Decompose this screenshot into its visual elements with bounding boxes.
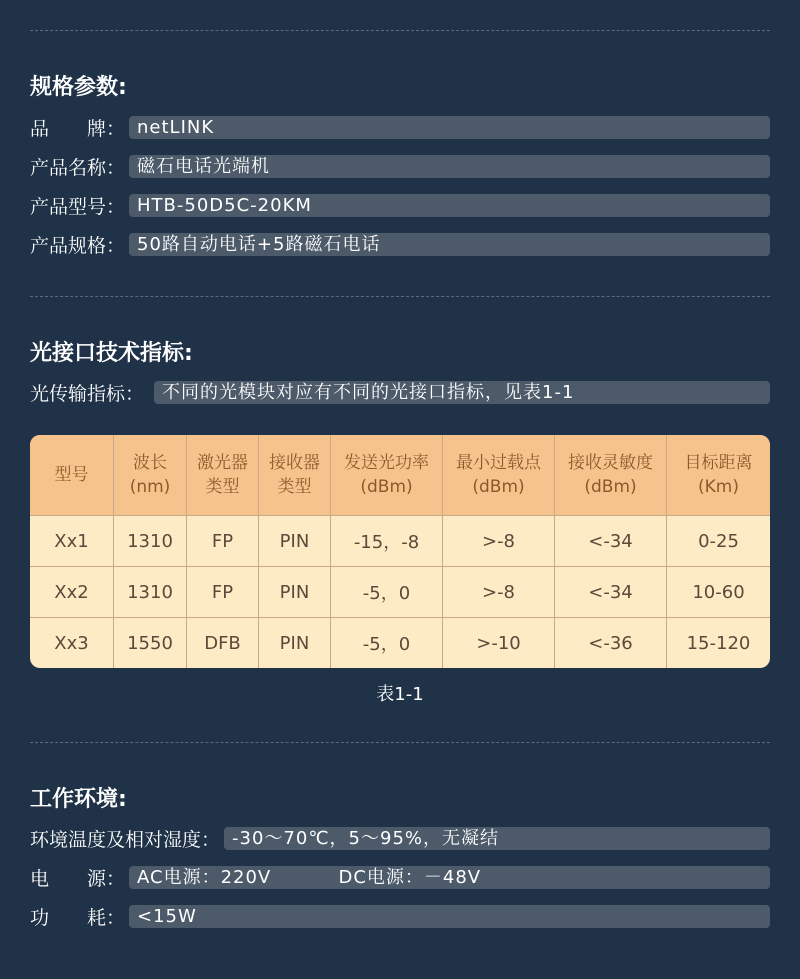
- spec-label: 产品型号：: [30, 195, 126, 218]
- environment-title: 工作环境:: [30, 787, 127, 812]
- header-wavelength: 波长 (nm): [114, 435, 187, 516]
- table-cell: DFB: [187, 618, 259, 669]
- env-value: AC电源：220V DC电源：－48V: [129, 866, 770, 889]
- table-cell: PIN: [259, 618, 331, 669]
- optical-spec-table: [30, 435, 770, 668]
- env-value: -30～70℃，5～95%，无凝结: [224, 827, 770, 850]
- table-cell: >-10: [443, 618, 555, 669]
- spec-value: HTB-50D5C-20KM: [129, 194, 770, 217]
- spec-row-model: [30, 193, 770, 217]
- specs-title: 规格参数:: [30, 75, 127, 100]
- env-label: 功 耗：: [30, 906, 126, 929]
- table-row: [30, 516, 770, 567]
- table-row: [30, 567, 770, 618]
- optical-title: 光接口技术指标:: [30, 341, 193, 366]
- table-cell: 1310: [114, 516, 187, 567]
- optical-row: [30, 380, 770, 404]
- env-label: 电 源：: [30, 867, 126, 890]
- table-cell: -15，-8: [331, 516, 443, 567]
- top-divider: [30, 30, 770, 31]
- table-cell: FP: [187, 516, 259, 567]
- table-cell: <-34: [555, 516, 667, 567]
- table-cell: <-36: [555, 618, 667, 669]
- section-divider: [30, 296, 770, 297]
- table-caption: 表1-1: [376, 684, 424, 705]
- header-distance: 目标距离 (Km): [667, 435, 771, 516]
- env-row-power-consumption: [30, 904, 770, 928]
- spec-label: 产品规格：: [30, 234, 126, 257]
- optical-value: 不同的光模块对应有不同的光接口指标，见表1-1: [154, 381, 770, 404]
- spec-label: 产品名称：: [30, 156, 126, 179]
- header-sensitivity: 接收灵敏度 (dBm): [555, 435, 667, 516]
- env-label: 环境温度及相对湿度：: [30, 828, 221, 851]
- table-cell: >-8: [443, 516, 555, 567]
- table-cell: Xx2: [30, 567, 114, 618]
- table-cell: <-34: [555, 567, 667, 618]
- table-cell: 10-60: [667, 567, 771, 618]
- table-cell: FP: [187, 567, 259, 618]
- env-row-power-supply: [30, 865, 770, 889]
- table-cell: -5，0: [331, 567, 443, 618]
- table-header-row: [30, 435, 770, 516]
- spec-value: 50路自动电话+5路磁石电话: [129, 233, 770, 256]
- table-cell: 1550: [114, 618, 187, 669]
- spec-row-product-name: [30, 154, 770, 178]
- spec-row-spec: [30, 232, 770, 256]
- header-model: 型号: [30, 435, 114, 516]
- env-row-temp-humidity: [30, 826, 770, 850]
- table-cell: 0-25: [667, 516, 771, 567]
- spec-label: 品 牌：: [30, 117, 126, 140]
- table-cell: Xx1: [30, 516, 114, 567]
- optical-label: 光传输指标：: [30, 382, 145, 405]
- table-cell: PIN: [259, 516, 331, 567]
- header-tx-power: 发送光功率 (dBm): [331, 435, 443, 516]
- spec-value: netLINK: [129, 116, 770, 139]
- header-receiver-type: 接收器 类型: [259, 435, 331, 516]
- spec-row-brand: [30, 115, 770, 139]
- section-divider: [30, 742, 770, 743]
- header-laser-type: 激光器 类型: [187, 435, 259, 516]
- spec-value: 磁石电话光端机: [129, 155, 770, 178]
- table-cell: Xx3: [30, 618, 114, 669]
- table-cell: PIN: [259, 567, 331, 618]
- table-cell: 15-120: [667, 618, 771, 669]
- env-value: <15W: [129, 905, 770, 928]
- table-cell: >-8: [443, 567, 555, 618]
- table-cell: -5，0: [331, 618, 443, 669]
- table-cell: 1310: [114, 567, 187, 618]
- table-row: [30, 618, 770, 669]
- header-overload: 最小过载点 (dBm): [443, 435, 555, 516]
